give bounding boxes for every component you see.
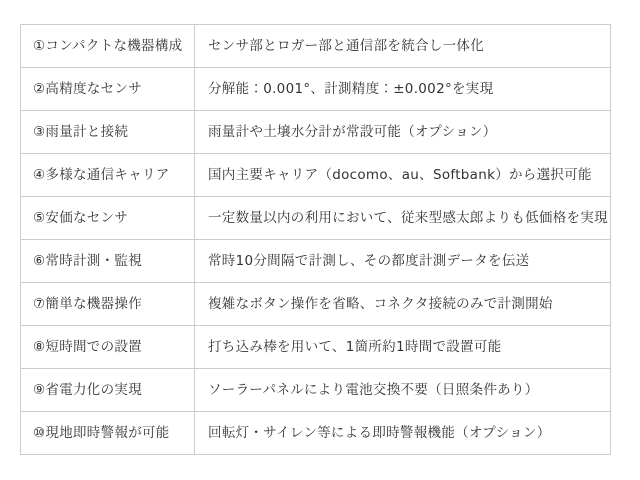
feature-description-cell: ソーラーパネルにより電池交換不要（日照条件あり） [195, 369, 611, 412]
feature-name-cell: ①コンパクトな機器構成 [21, 25, 195, 68]
feature-description-cell: 回転灯・サイレン等による即時警報機能（オプション） [195, 412, 611, 455]
feature-description-cell: 常時10分間隔で計測し、その都度計測データを伝送 [195, 240, 611, 283]
feature-name-cell: ④多様な通信キャリア [21, 154, 195, 197]
table-row [21, 25, 611, 68]
feature-name-cell: ⑦簡単な機器操作 [21, 283, 195, 326]
table-row [21, 412, 611, 455]
table-row [21, 369, 611, 412]
feature-description-cell: 雨量計や土壌水分計が常設可能（オプション） [195, 111, 611, 154]
table-row [21, 197, 611, 240]
table-row [21, 68, 611, 111]
feature-table-body [21, 25, 611, 455]
feature-table-container [20, 24, 610, 455]
feature-name-cell: ⑥常時計測・監視 [21, 240, 195, 283]
feature-description-cell: 打ち込み棒を用いて、1箇所約1時間で設置可能 [195, 326, 611, 369]
feature-name-cell: ⑧短時間での設置 [21, 326, 195, 369]
table-row [21, 326, 611, 369]
table-row [21, 240, 611, 283]
feature-description-cell: センサ部とロガー部と通信部を統合し一体化 [195, 25, 611, 68]
feature-table [20, 24, 611, 455]
table-row [21, 154, 611, 197]
feature-description-cell: 複雑なボタン操作を省略、コネクタ接続のみで計測開始 [195, 283, 611, 326]
table-row [21, 283, 611, 326]
feature-description-cell: 一定数量以内の利用において、従来型感太郎よりも低価格を実現 [195, 197, 611, 240]
feature-description-cell: 国内主要キャリア（docomo、au、Softbank）から選択可能 [195, 154, 611, 197]
feature-name-cell: ②高精度なセンサ [21, 68, 195, 111]
feature-name-cell: ③雨量計と接続 [21, 111, 195, 154]
feature-description-cell: 分解能：0.001°、計測精度：±0.002°を実現 [195, 68, 611, 111]
feature-name-cell: ⑩現地即時警報が可能 [21, 412, 195, 455]
feature-name-cell: ⑨省電力化の実現 [21, 369, 195, 412]
table-row [21, 111, 611, 154]
feature-name-cell: ⑤安価なセンサ [21, 197, 195, 240]
